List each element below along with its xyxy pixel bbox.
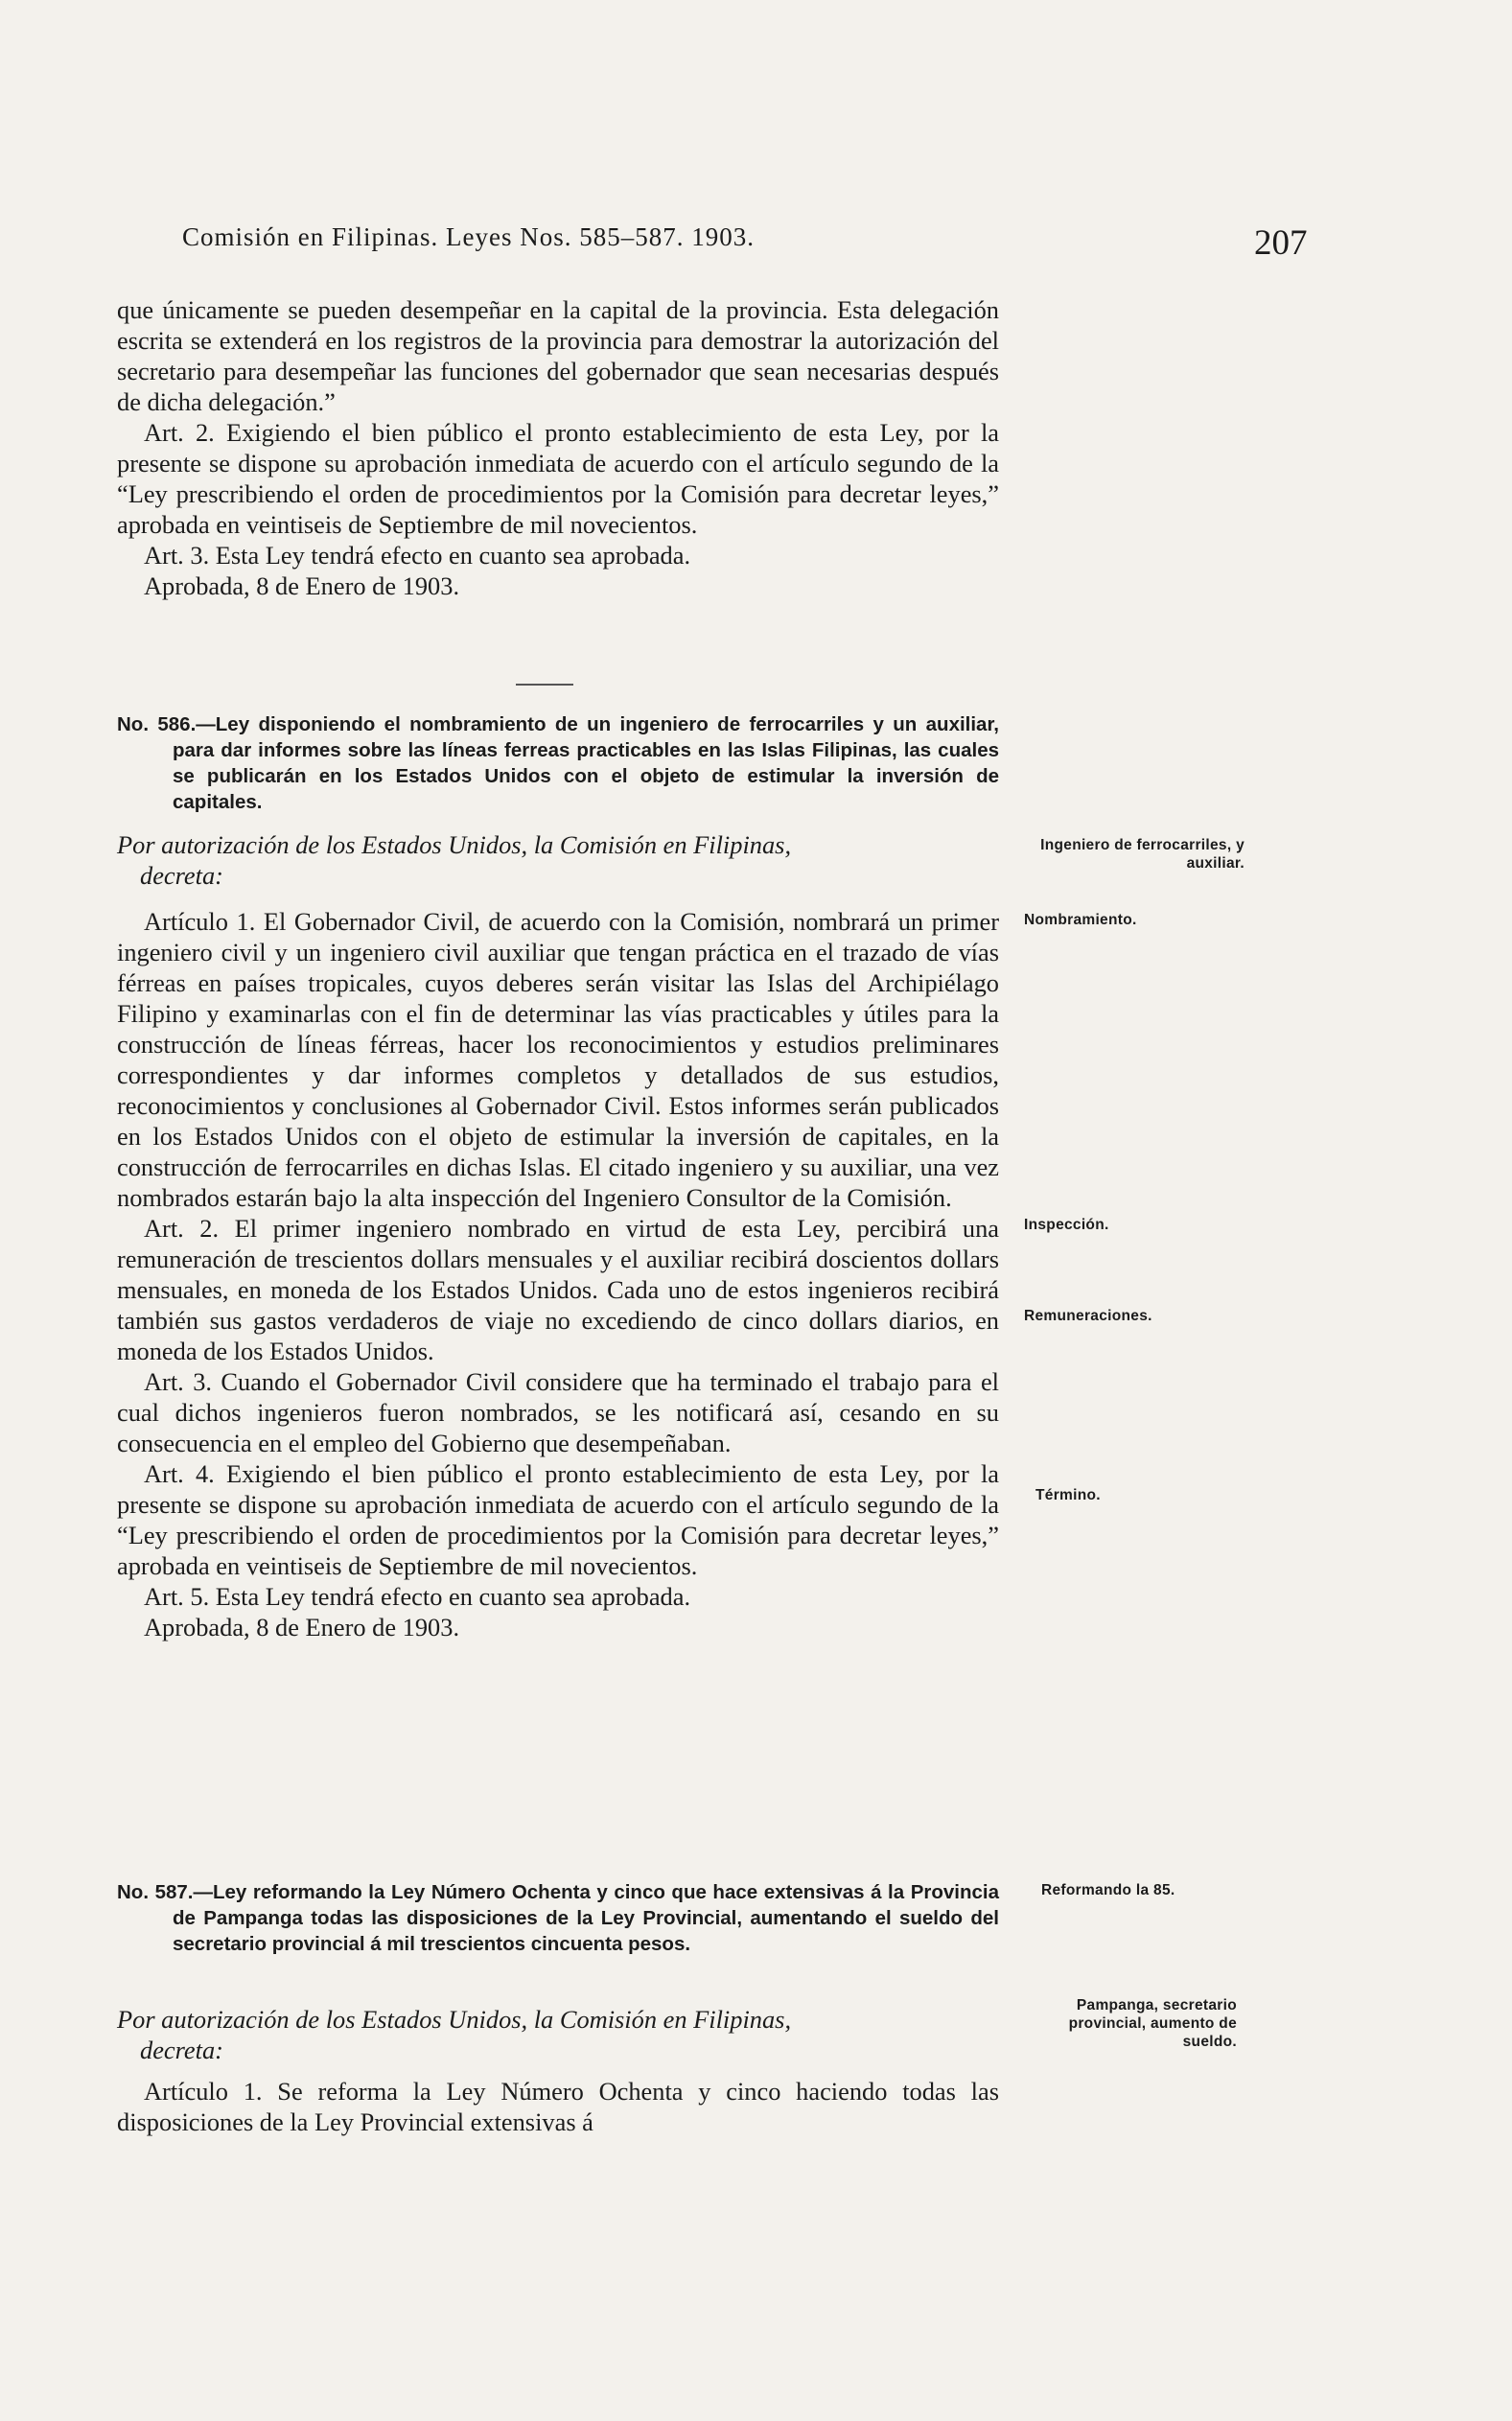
law-587-title: No. 587.—Ley reformando la Ley Número Ochenta y cinco que hace extensivas á la Provincia de Pampanga todas las disposiciones de la Ley Provincial, aumentando el sueldo del secretario provincial á mil trescientos cincuenta pesos. bbox=[117, 1881, 999, 1955]
law-587-enacting-clause: Por autorización de los Estados Unidos, la Comisión en Filipinas, decreta: bbox=[117, 2005, 792, 2064]
page-number: 207 bbox=[1254, 223, 1308, 263]
paragraph: que únicamente se pueden desempeñar en la capital de la provincia. Esta delegación escrita se extenderá en los registros de la provincia para demostrar la autorización del secretario para desempeñar las funciones del gobernador que sean necesarias después de dicha delegación.” bbox=[117, 295, 999, 416]
article-5: Art. 5. Esta Ley tendrá efecto en cuanto sea aprobada. bbox=[144, 1582, 691, 1611]
approval-date: Aprobada, 8 de Enero de 1903. bbox=[144, 1613, 460, 1641]
approval-date: Aprobada, 8 de Enero de 1903. bbox=[144, 571, 460, 600]
law-587-body bbox=[117, 2076, 999, 2137]
margin-note-inspection: Inspección. bbox=[1024, 1217, 1109, 1233]
law-586-enacting-clause: Por autorización de los Estados Unidos, la Comisión en Filipinas, decreta: bbox=[117, 830, 792, 890]
article-3: Art. 3. Esta Ley tendrá efecto en cuanto sea aprobada. bbox=[144, 541, 691, 570]
article-3: Art. 3. Cuando el Gobernador Civil considere que ha terminado el trabajo para el cual dichos ingenieros fueron nombrados, se les notificará así, cesando en su consecuencia en el empleo del Gobierno que desempeñaban. bbox=[117, 1367, 999, 1457]
margin-note-pampanga: Pampanga, secretario provincial, aumento de sueldo. bbox=[1068, 1997, 1237, 2050]
article-1: Artículo 1. Se reforma la Ley Número Ochenta y cinco haciendo todas las disposiciones de la Ley Provincial extensivas á bbox=[117, 2077, 999, 2136]
margin-note-amends: Reformando la 85. bbox=[1041, 1882, 1175, 1898]
margin-note-term: Término. bbox=[1035, 1487, 1101, 1503]
margin-note-appointment: Nombramiento. bbox=[1024, 912, 1137, 928]
article-2: Art. 2. El primer ingeniero nombrado en virtud de esta Ley, percibirá una remuneración de trescientos dollars mensuales y el auxiliar recibirá doscientos dollars mensuales, en moneda de los Estados Unidos. Cada uno de estos ingenieros recibirá también sus gastos verdaderos de viaje no excediendo de cinco dollars diarios, en moneda de los Estados Unidos. bbox=[117, 1214, 999, 1365]
margin-note-engineer: Ingeniero de ferrocarriles, y auxiliar. bbox=[1040, 837, 1244, 872]
article-1: Artículo 1. El Gobernador Civil, de acuerdo con la Comisión, nombrará un primer ingeniero civil y un ingeniero civil auxiliar que tengan práctica en el trazado de vías férreas en países tropicales, cuyos deberes serán visitar las Islas del Archipiélago Filipino y examinarlas con el fin de determinar las vías practicables y útiles para la construcción de líneas férreas, hacer los reconocimientos y estudios preliminares correspondientes y dar informes completos y detallados de sus estudios, reconocimientos y conclusiones al Gobernador Civil. Estos informes serán publicados en los Estados Unidos con el objeto de estimular la inversión de capitales, en la construcción de ferrocarriles en dichas Islas. El citado ingeniero y su auxiliar, una vez nombrados estarán bajo la alta inspección del Ingeniero Consultor de la Comisión. bbox=[117, 907, 999, 1212]
margin-note-remuneration: Remuneraciones. bbox=[1024, 1308, 1152, 1324]
continuation-section bbox=[117, 294, 999, 601]
article-4: Art. 4. Exigiendo el bien público el pronto establecimiento de esta Ley, por la presente se dispone su aprobación inmediata de acuerdo con el artículo segundo de la “Ley prescribiendo el orden de procedimientos por la Comisión para decretar leyes,” aprobada en veintiseis de Septiembre de mil novecientos. bbox=[117, 1459, 999, 1580]
article-2: Art. 2. Exigiendo el bien público el pronto establecimiento de esta Ley, por la presente se dispone su aprobación inmediata de acuerdo con el artículo segundo de la “Ley prescribiendo el orden de procedimientos por la Comisión para decretar leyes,” aprobada en veintiseis de Septiembre de mil novecientos. bbox=[117, 418, 999, 539]
section-divider bbox=[516, 684, 573, 686]
running-title: Comisión en Filipinas. Leyes Nos. 585–587. 1903. bbox=[182, 222, 755, 251]
law-586-title: No. 586.—Ley disponiendo el nombramiento de un ingeniero de ferrocarriles y un auxiliar, para dar informes sobre las líneas ferreas practicables en las Islas Filipinas, las cuales se publicarán en los Estados Unidos con el objeto de estimular la inversión de capitales. bbox=[117, 713, 999, 813]
law-586-body bbox=[117, 906, 999, 1642]
